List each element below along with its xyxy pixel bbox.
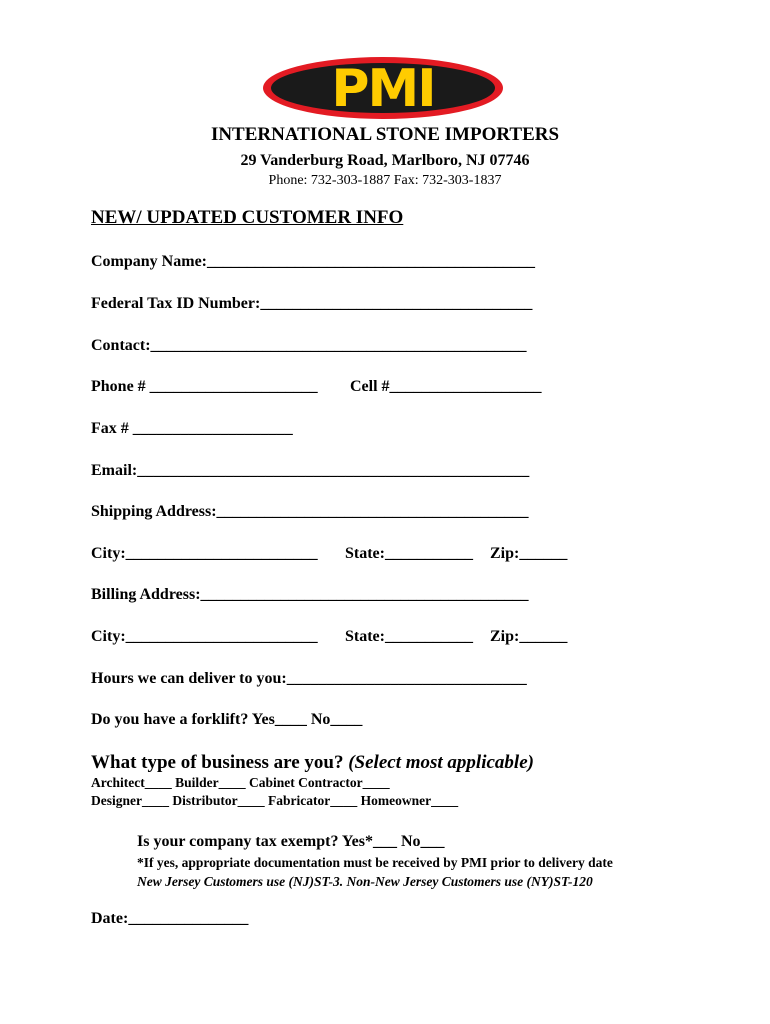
shipping-city-field[interactable]: City:________________________: [91, 545, 318, 562]
form-title: NEW/ UPDATED CUSTOMER INFO: [91, 207, 404, 228]
phone-field[interactable]: Phone # _____________________: [91, 378, 318, 395]
email-field[interactable]: Email:_________________________________________________: [91, 462, 530, 479]
tax-exempt-question[interactable]: Is your company tax exempt? Yes*___ No___: [137, 833, 445, 850]
shipping-address-field[interactable]: Shipping Address:_______________________________________: [91, 503, 529, 520]
shipping-state-field[interactable]: State:___________: [345, 545, 473, 562]
company-name-field[interactable]: Company Name:_________________________________________: [91, 253, 535, 270]
tax-exempt-note: *If yes, appropriate documentation must be received by PMI prior to delivery date: [137, 855, 613, 870]
company-phone-fax: Phone: 732-303-1887 Fax: 732-303-1837: [268, 173, 502, 188]
company-name-heading: INTERNATIONAL STONE IMPORTERS: [210, 124, 560, 145]
business-options-row-1[interactable]: Architect____ Builder____ Cabinet Contractor____: [91, 775, 390, 790]
cell-field[interactable]: Cell #___________________: [350, 378, 542, 395]
pmi-logo: [262, 56, 504, 120]
business-type-question: [91, 752, 534, 774]
business-type-label: What type of business are you?: [91, 752, 344, 773]
tax-id-field[interactable]: Federal Tax ID Number:__________________________________: [91, 295, 533, 312]
delivery-hours-field[interactable]: Hours we can deliver to you:______________________________: [91, 670, 527, 687]
business-options-row-2[interactable]: Designer____ Distributor____ Fabricator____ Homeowner____: [91, 793, 459, 808]
business-type-note: (Select most applicable): [348, 752, 534, 773]
billing-city-field[interactable]: City:________________________: [91, 628, 318, 645]
forklift-question[interactable]: Do you have a forklift? Yes____ No____: [91, 711, 363, 728]
shipping-zip-field[interactable]: Zip:______: [490, 545, 568, 562]
fax-field[interactable]: Fax # ____________________: [91, 420, 293, 437]
logo-text: PMI: [331, 59, 435, 119]
contact-field[interactable]: Contact:_______________________________________________: [91, 337, 527, 354]
billing-state-field[interactable]: State:___________: [345, 628, 473, 645]
company-address: 29 Vanderburg Road, Marlboro, NJ 07746: [240, 152, 530, 169]
tax-form-note: New Jersey Customers use (NJ)ST-3. Non-New Jersey Customers use (NY)ST-120: [137, 874, 593, 889]
billing-zip-field[interactable]: Zip:______: [490, 628, 568, 645]
billing-address-field[interactable]: Billing Address:_________________________________________: [91, 586, 529, 603]
date-field[interactable]: Date:_______________: [91, 910, 249, 927]
